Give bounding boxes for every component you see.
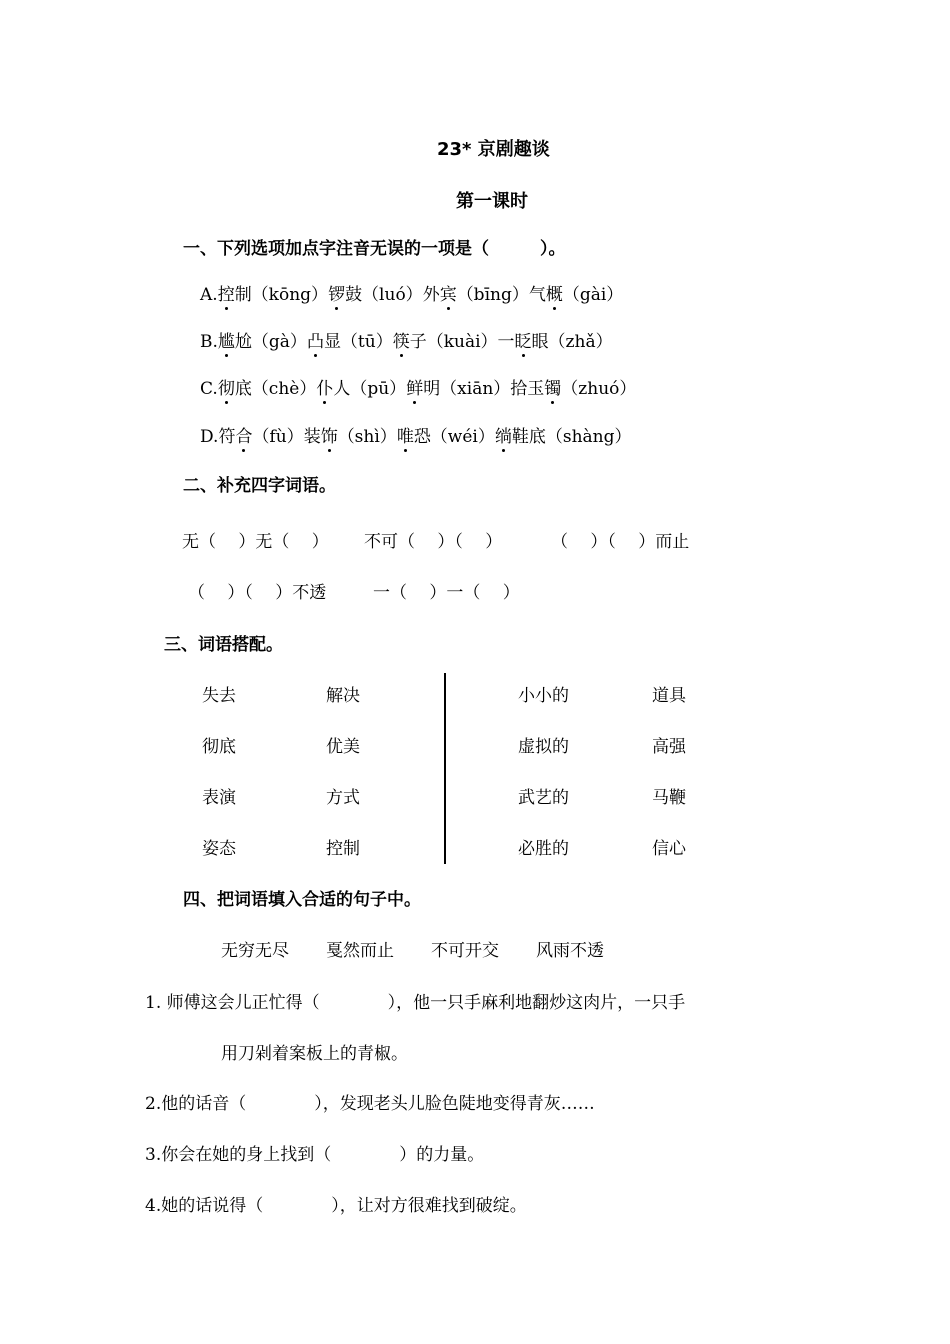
q2-heading: 二、补充四字词语。 (183, 476, 336, 496)
option-label: A. (200, 285, 218, 305)
match-word[interactable]: 马鞭 (652, 788, 686, 808)
page-subtitle: 第一课时 (456, 191, 528, 212)
q4-heading: 四、把词语填入合适的句子中。 (183, 890, 421, 910)
item-text: （shì） (337, 427, 397, 447)
item-text: 鞋底（shàng） (511, 427, 632, 447)
match-word[interactable]: 虚拟的 (518, 737, 569, 757)
pinyin-item (406, 379, 510, 399)
pinyin-item (316, 379, 406, 399)
pinyin-item (307, 332, 393, 352)
match-word[interactable]: 优美 (326, 737, 360, 757)
pinyin-item (495, 427, 632, 447)
dotted-char: 眨 (515, 327, 532, 352)
dotted-char: 凸 (307, 327, 324, 352)
item-text: 装 (303, 427, 321, 447)
match-word[interactable]: 失去 (202, 686, 236, 706)
pinyin-item (218, 332, 307, 352)
q2-blank-5[interactable]: 一（ ）一（ ） (373, 583, 520, 603)
q2-blank-1[interactable]: 无（ ）无（ ） (182, 532, 329, 552)
match-word[interactable]: 解决 (326, 686, 360, 706)
dotted-char: 概 (546, 280, 563, 305)
option-label: B. (200, 332, 218, 352)
match-word[interactable]: 表演 (202, 788, 236, 808)
item-text: （zhuó） (561, 379, 637, 399)
pinyin-item (498, 332, 613, 352)
match-word[interactable]: 姿态 (202, 839, 236, 859)
item-text: 尬（gà） (234, 332, 307, 352)
sentence-3[interactable]: 3.你会在她的身上找到（ ）的力量。 (145, 1145, 485, 1165)
pinyin-item (510, 379, 636, 399)
pinyin-item (328, 285, 423, 305)
pinyin-item (423, 285, 529, 305)
match-word[interactable]: 小小的 (518, 686, 569, 706)
pinyin-item (218, 427, 303, 447)
match-word[interactable]: 必胜的 (518, 839, 569, 859)
dotted-char: 宾 (440, 280, 457, 305)
column-divider (444, 673, 446, 864)
pinyin-item (218, 379, 317, 399)
q1-option-b[interactable] (200, 327, 613, 352)
dotted-char: 合 (235, 422, 252, 447)
item-text: 底（chè） (234, 379, 317, 399)
dotted-char: 筷 (393, 327, 410, 352)
item-text: 制（kōng） (234, 285, 329, 305)
item-text: 气 (528, 285, 546, 305)
match-word[interactable]: 道具 (652, 686, 686, 706)
option-label: D. (200, 427, 219, 447)
item-text: 人（pū） (333, 379, 407, 399)
pinyin-item (218, 285, 328, 305)
item-text: 拾玉 (510, 379, 545, 399)
dotted-char: 饰 (321, 422, 338, 447)
item-text: 恐（wéi） (413, 427, 495, 447)
pinyin-item (397, 427, 495, 447)
item-text: （bīng） (456, 285, 529, 305)
match-word[interactable]: 高强 (652, 737, 686, 757)
q1-option-a[interactable] (200, 280, 623, 305)
dotted-char: 控 (218, 280, 235, 305)
item-text: 子（kuài） (409, 332, 498, 352)
dotted-char: 绱 (495, 422, 512, 447)
page-title: 23* 京剧趣谈 (437, 139, 550, 160)
dotted-char: 彻 (218, 374, 235, 399)
q3-heading: 三、词语搭配。 (164, 635, 283, 655)
pinyin-item (304, 427, 397, 447)
match-word[interactable]: 武艺的 (518, 788, 569, 808)
match-word[interactable]: 方式 (326, 788, 360, 808)
word-bank-item: 不可开交 (431, 941, 499, 961)
sentence-1[interactable]: 1. 师傅这会儿正忙得（ ），他一只手麻利地翻炒这肉片，一只手 (145, 993, 686, 1013)
match-word[interactable]: 控制 (326, 839, 360, 859)
dotted-char: 镯 (544, 374, 561, 399)
sentence-2[interactable]: 2.他的话音（ ），发现老头儿脸色陡地变得青灰…… (145, 1094, 595, 1114)
item-text: 鼓（luó） (345, 285, 423, 305)
word-bank-item: 风雨不透 (536, 941, 604, 961)
item-text: 明（xiān） (423, 379, 511, 399)
word-bank-item: 无穷无尽 (221, 941, 289, 961)
item-text: 外 (422, 285, 440, 305)
dotted-char: 鲜 (406, 374, 423, 399)
item-text: 眼（zhǎ） (531, 332, 613, 352)
match-word[interactable]: 信心 (652, 839, 686, 859)
q1-option-d[interactable] (200, 422, 632, 447)
item-text: 显（tū） (323, 332, 393, 352)
option-label: C. (200, 379, 218, 399)
pinyin-item (529, 285, 623, 305)
q2-blank-3[interactable]: （ ）（ ）而止 (551, 532, 690, 552)
item-text: 一 (497, 332, 515, 352)
sentence-1-continued: 用刀剁着案板上的青椒。 (221, 1044, 408, 1064)
q2-blank-2[interactable]: 不可（ ）（ ） (364, 532, 503, 552)
sentence-4[interactable]: 4.她的话说得（ ），让对方很难找到破绽。 (145, 1196, 527, 1216)
dotted-char: 锣 (328, 280, 345, 305)
item-text: （gài） (562, 285, 624, 305)
pinyin-item (393, 332, 498, 352)
q1-option-c[interactable] (200, 374, 636, 399)
item-text: （fù） (252, 427, 304, 447)
word-bank-item: 戛然而止 (326, 941, 394, 961)
item-text: 符 (218, 427, 236, 447)
dotted-char: 唯 (397, 422, 414, 447)
q2-blank-4[interactable]: （ ）（ ）不透 (188, 583, 327, 603)
q1-heading: 一、下列选项加点字注音无误的一项是（ ）。 (183, 239, 566, 259)
dotted-char: 仆 (316, 374, 333, 399)
match-word[interactable]: 彻底 (202, 737, 236, 757)
dotted-char: 尴 (218, 327, 235, 352)
